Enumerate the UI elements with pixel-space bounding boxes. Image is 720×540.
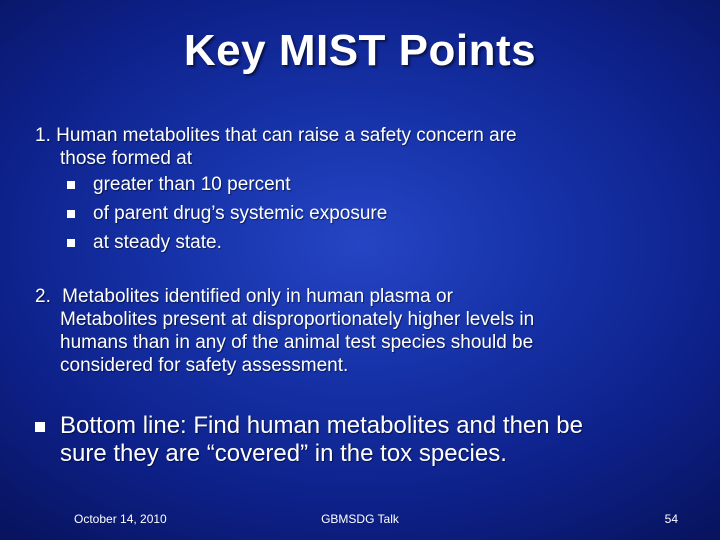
point-1-sub-bullets — [35, 170, 675, 257]
sub-bullet — [67, 228, 675, 257]
square-bullet-icon — [67, 181, 75, 189]
point-2-continuation-line: Metabolites present at disproportionately higher levels in — [60, 309, 535, 330]
point-2-number: 2. — [35, 286, 51, 307]
sub-bullet-text: greater than 10 percent — [93, 174, 291, 195]
point-1-text: Human metabolites that can raise a safety concern are — [56, 125, 517, 146]
point-2-first-line — [35, 285, 675, 308]
point-2 — [35, 285, 675, 377]
bottom-line-bullet — [35, 412, 685, 468]
point-1-first-line — [35, 124, 675, 147]
point-1-number: 1. — [35, 125, 51, 146]
point-1-continuation: those formed at — [60, 148, 193, 169]
sub-bullet-text: at steady state. — [93, 232, 222, 253]
sub-bullet-text: of parent drug’s systemic exposure — [93, 203, 388, 224]
point-2-continuation-line: humans than in any of the animal test species should be — [60, 332, 534, 353]
slide-title: Key MIST Points — [183, 26, 537, 75]
point-2-text: Metabolites identified only in human plasma or — [62, 286, 453, 307]
footer-center-text: GBMSDG Talk — [321, 512, 399, 526]
square-bullet-icon — [67, 239, 75, 247]
point-2-continuation-line: considered for safety assessment. — [60, 355, 349, 376]
bottom-line-text-line: sure they are “covered” in the tox species. — [60, 440, 507, 467]
sub-bullet — [67, 199, 675, 228]
bottom-line-text — [60, 412, 583, 468]
point-1 — [35, 124, 675, 257]
bottom-line-text-line: Bottom line: Find human metabolites and then be — [60, 412, 583, 439]
square-bullet-icon — [67, 210, 75, 218]
footer-date: October 14, 2010 — [74, 512, 167, 526]
sub-bullet — [67, 170, 675, 199]
footer-page-number: 54 — [664, 512, 678, 526]
square-bullet-icon — [35, 422, 45, 432]
